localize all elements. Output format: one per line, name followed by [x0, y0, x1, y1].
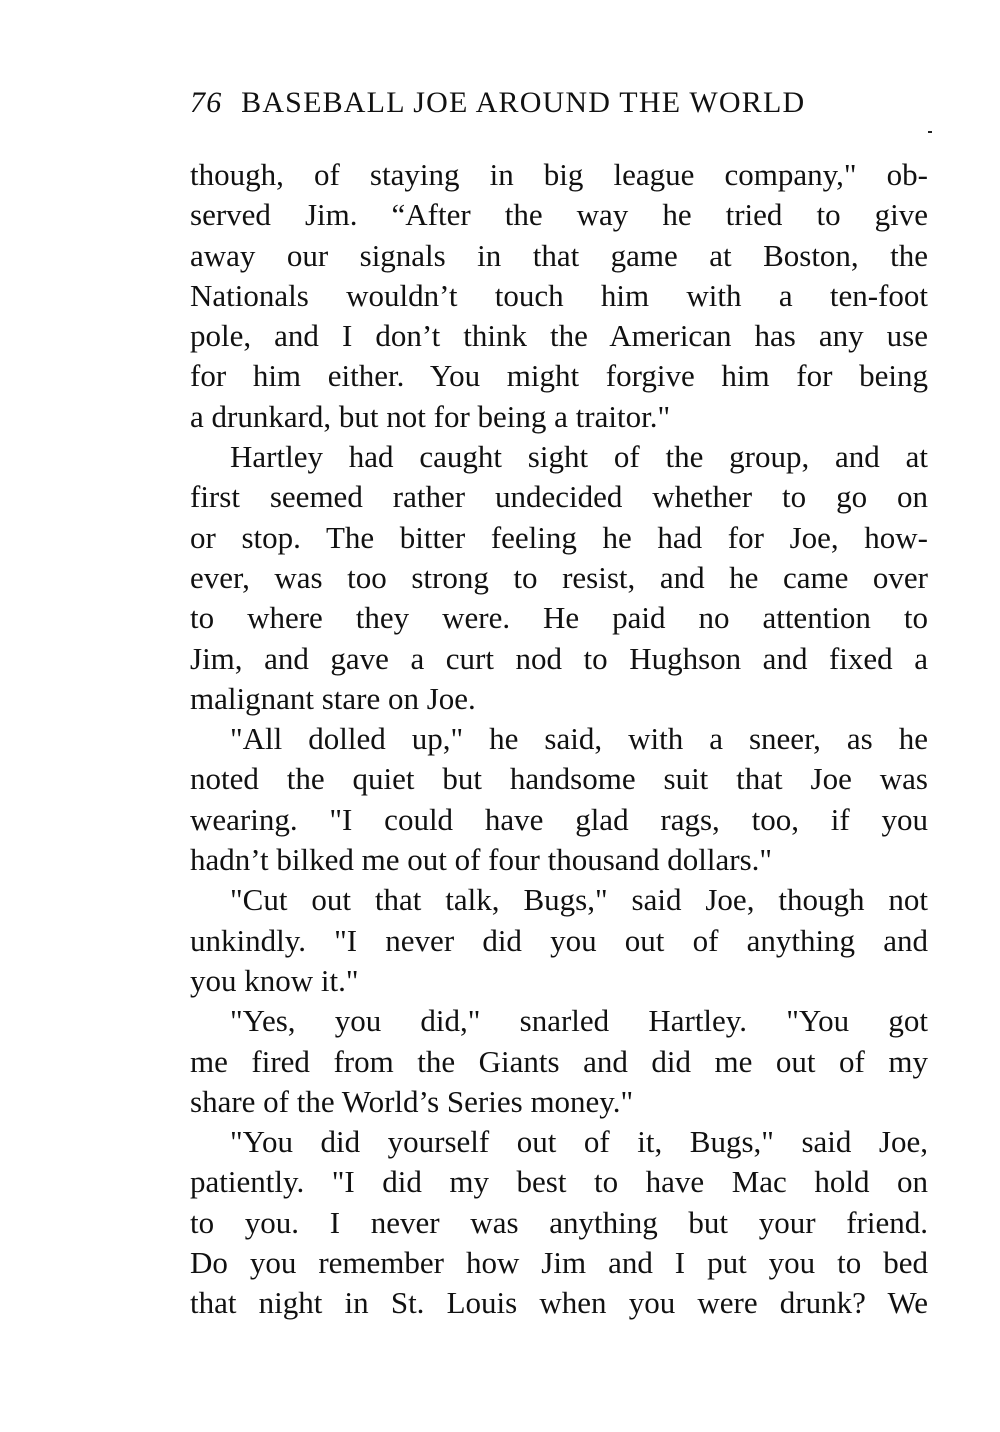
text-line: "Cut out that talk, Bugs," said Joe, though not	[230, 882, 928, 918]
text-line: for him either. You might forgive him for being	[190, 358, 928, 394]
text-line: to where they were. He paid no attention to	[190, 600, 928, 636]
text-line: away our signals in that game at Boston, the	[190, 237, 928, 273]
text-line: Nationals wouldn’t touch him with a ten-foot	[190, 277, 928, 313]
text-line: malignant stare on Joe.	[190, 680, 476, 716]
text-line: that night in St. Louis when you were drunk? We	[190, 1285, 928, 1321]
running-title: BASEBALL JOE AROUND THE WORLD	[241, 86, 806, 119]
print-speck	[928, 131, 932, 133]
text-line: hadn’t bilked me out of four thousand dollars."	[190, 842, 773, 878]
text-line: "Yes, you did," snarled Hartley. "You got	[230, 1003, 928, 1039]
text-line: patiently. "I did my best to have Mac hold on	[190, 1164, 928, 1200]
text-line: "You did yourself out of it, Bugs," said Joe,	[230, 1124, 928, 1160]
text-line: Hartley had caught sight of the group, and at	[230, 439, 928, 475]
body-text	[190, 155, 928, 1324]
text-line: share of the World’s Series money."	[190, 1083, 634, 1119]
text-line: or stop. The bitter feeling he had for Joe, how-	[190, 519, 928, 555]
text-line: me fired from the Giants and did me out of my	[190, 1043, 928, 1079]
text-line: ever, was too strong to resist, and he came over	[190, 559, 928, 595]
text-line: first seemed rather undecided whether to go on	[190, 479, 928, 515]
text-line: unkindly. "I never did you out of anything and	[190, 922, 928, 958]
text-line: though, of staying in big league company," ob-	[190, 157, 928, 192]
text-line: Do you remember how Jim and I put you to bed	[190, 1245, 928, 1281]
text-line: served Jim. “After the way he tried to give	[190, 197, 928, 233]
text-line: Jim, and gave a curt nod to Hughson and fixed a	[190, 640, 928, 676]
text-line: wearing. "I could have glad rags, too, if you	[190, 801, 928, 837]
page-number: 76	[190, 86, 223, 119]
text-line: "All dolled up," he said, with a sneer, as he	[230, 721, 928, 757]
text-line: noted the quiet but handsome suit that Joe was	[190, 761, 928, 797]
text-line: to you. I never was anything but your friend.	[190, 1204, 928, 1240]
text-line: a drunkard, but not for being a traitor."	[190, 398, 671, 434]
running-head	[190, 86, 910, 120]
text-line: you know it."	[190, 962, 359, 998]
text-line: pole, and I don’t think the American has any use	[190, 318, 928, 354]
